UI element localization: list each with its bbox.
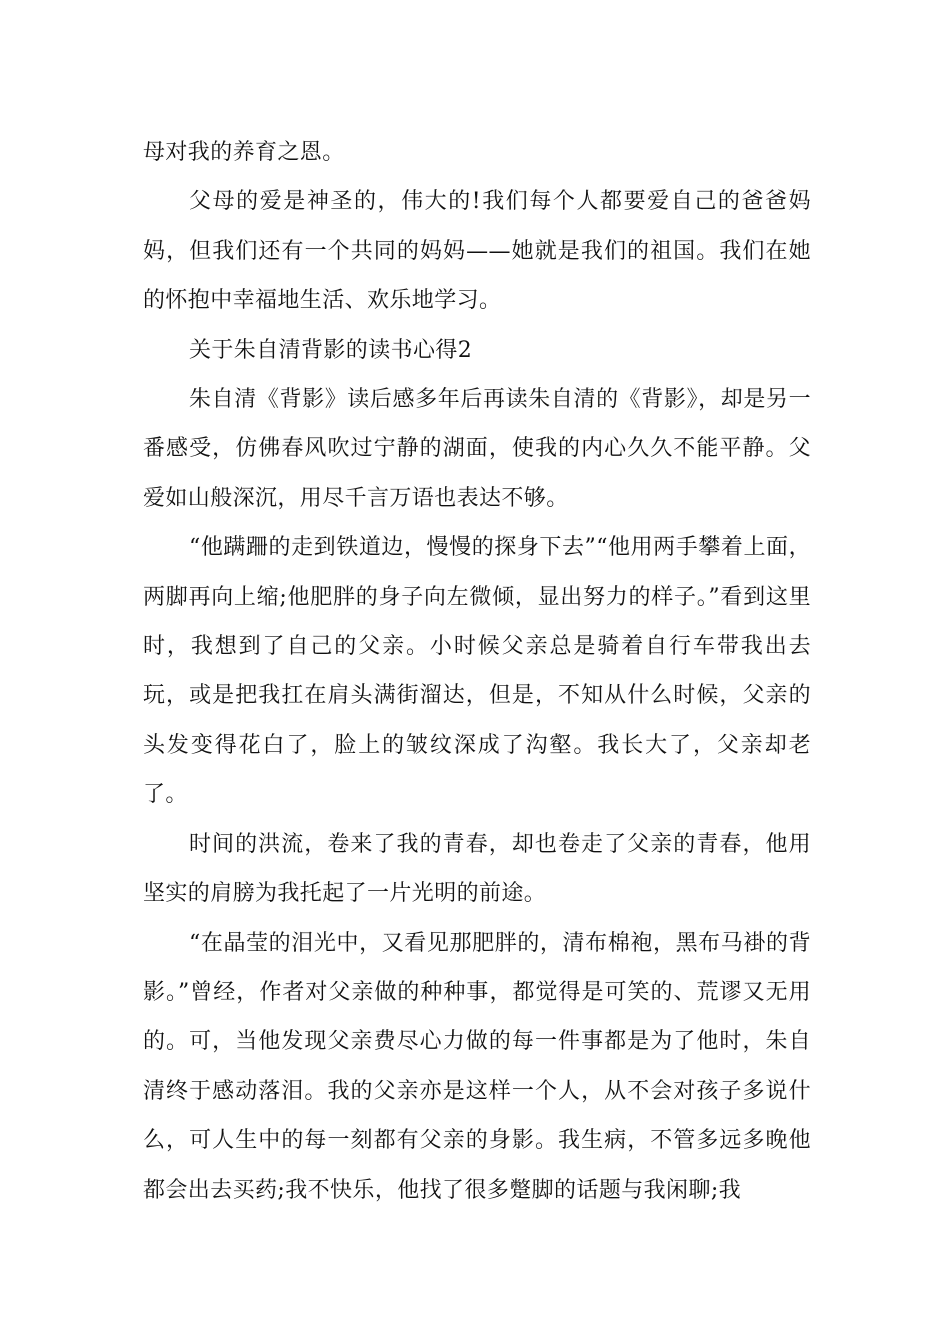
paragraph-quote-tears: “在晶莹的泪光中，又看见那肥胖的，清布棉袍，黑布马褂的背影。”曾经，作者对父亲做的种种事，都觉得是可笑的、荒谬又无用的。可，当他发现父亲费尽心力做的每一件事都是为了他时，朱自清终于感动落泪。我的父亲亦是这样一个人，从不会对孩子多说什么，可人生中的每一刻都有父亲的身影。我生病，不管多远多晚他都会出去买药;我不快乐，他找了很多蹩脚的话题与我闲聊;我 [143,930,811,1203]
paragraph-flow-of-time: 时间的洪流，卷来了我的青春，却也卷走了父亲的青春，他用坚实的肩膀为我托起了一片光明的前途。 [143,831,811,907]
paragraph-continuation: 母对我的养育之恩。 [143,140,345,165]
paragraph-quote-station: “他蹒跚的走到铁道边，慢慢的探身下去”“他用两手攀着上面，两脚再向上缩;他肥胖的身子向左微倾，显出努力的样子。”看到这里时，我想到了自己的父亲。小时候父亲总是骑着自行车带我出去玩，或是把我扛在肩头满街溜达，但是，不知从什么时候，父亲的头发变得花白了，脸上的皱纹深成了沟壑。我长大了，父亲却老了。 [143,535,811,808]
document-body [143,128,811,1215]
section-heading: 关于朱自清背影的读书心得2 [189,337,473,363]
paragraph-parents-love: 父母的爱是神圣的，伟大的!我们每个人都要爱自己的爸爸妈妈，但我们还有一个共同的妈妈——她就是我们的祖国。我们在她的怀抱中幸福地生活、欢乐地学习。 [143,189,811,314]
paragraph-reread-intro: 朱自清《背影》读后感多年后再读朱自清的《背影》，却是另一番感受，仿佛春风吹过宁静的湖面，使我的内心久久不能平静。父爱如山般深沉，用尽千言万语也表达不够。 [143,387,811,511]
